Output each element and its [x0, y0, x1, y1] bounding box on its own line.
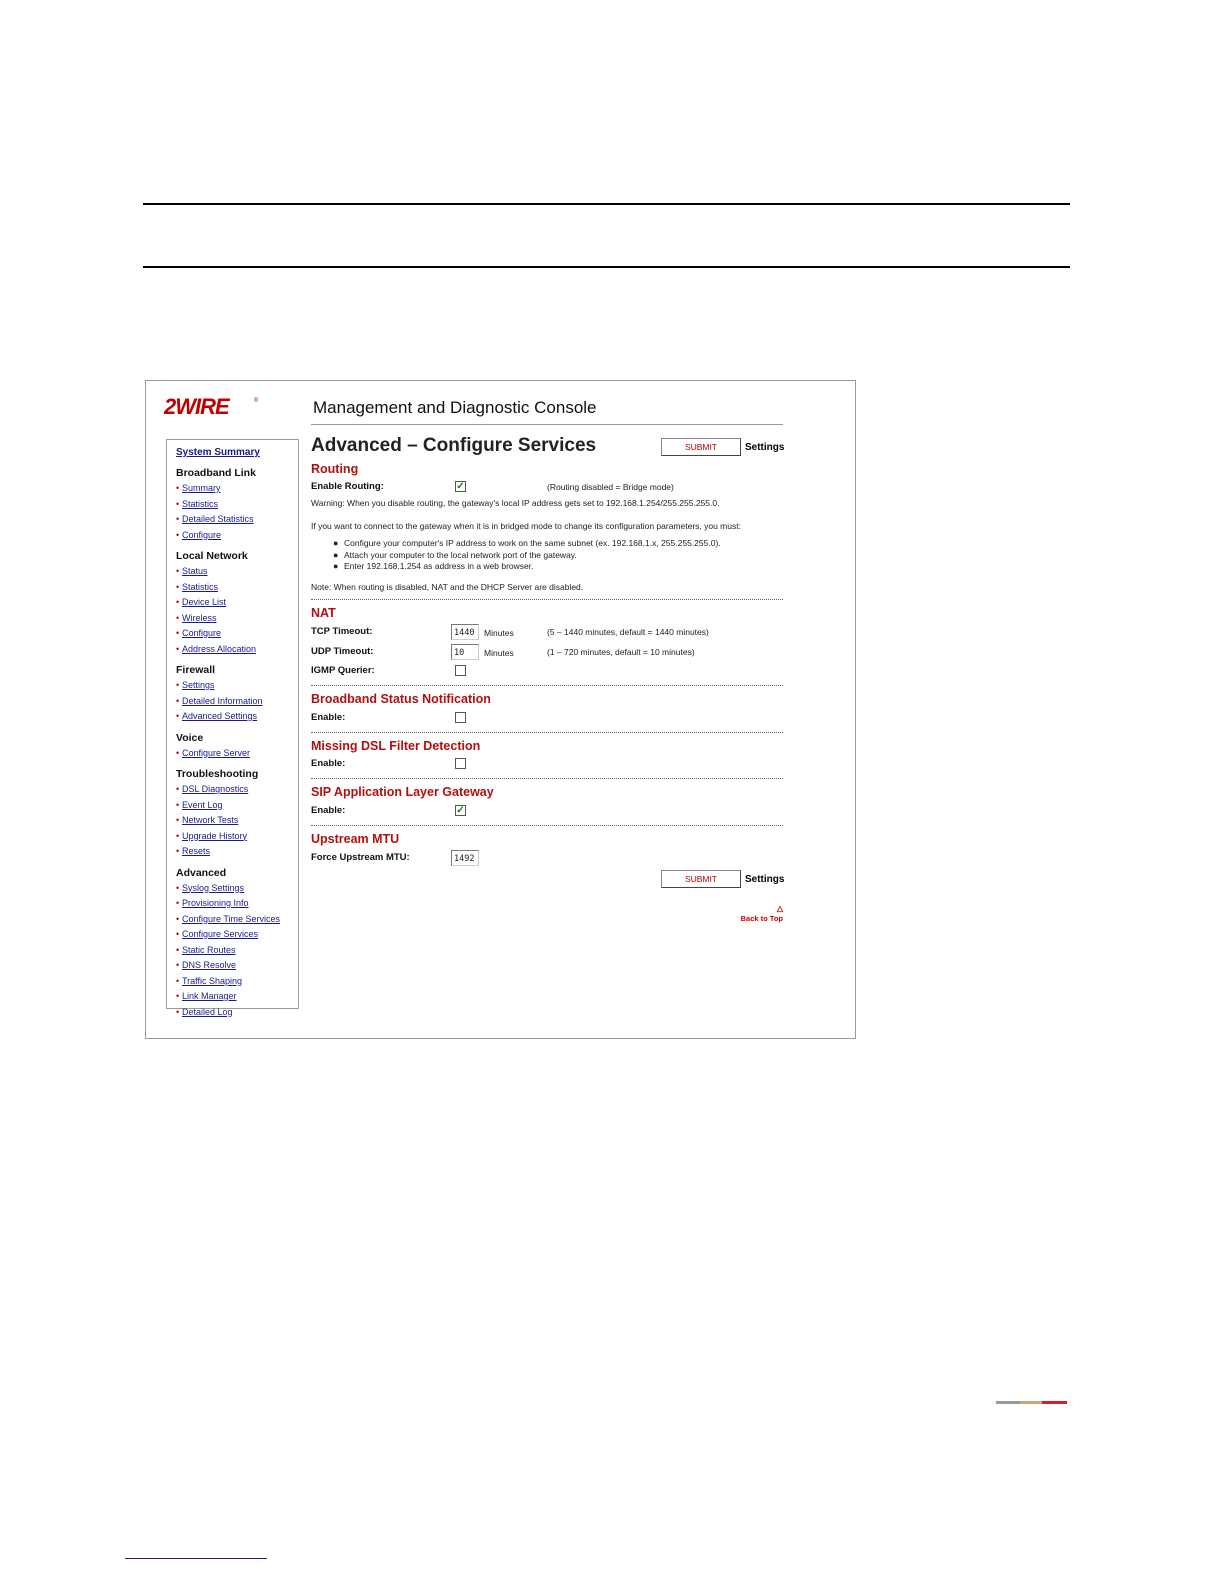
section-title-routing: Routing: [311, 462, 359, 476]
bullet-icon: •: [176, 784, 180, 794]
tcp-timeout-input[interactable]: 1440: [451, 624, 479, 640]
sidebar-item-label: Traffic Shaping: [182, 975, 243, 986]
section-title-missing-dsl: Missing DSL Filter Detection: [311, 739, 481, 753]
sidebar-item-statistics[interactable]: [176, 580, 298, 596]
document-header-rule-bottom: [143, 266, 1070, 268]
sidebar-group-heading: Broadband Link: [176, 467, 256, 479]
missing-dsl-checkbox[interactable]: [455, 758, 466, 769]
section-divider: [311, 685, 783, 686]
sidebar-item-label: Static Routes: [182, 944, 236, 955]
sidebar-item-summary[interactable]: [176, 481, 298, 497]
sidebar-group: [176, 466, 298, 543]
sidebar-item-detailed-statistics[interactable]: [176, 512, 298, 528]
tcp-timeout-label: TCP Timeout:: [311, 626, 373, 637]
sidebar-item-label: Upgrade History: [182, 830, 248, 841]
sidebar-item-configure-time-services[interactable]: [176, 912, 298, 928]
sidebar-item-label: Statistics: [182, 581, 219, 592]
sidebar-item-label: Status: [182, 566, 208, 576]
sidebar-item-label: Configure: [182, 529, 222, 540]
bullet-icon: •: [176, 747, 180, 758]
2wire-logo: [164, 395, 260, 417]
bullet-icon: •: [176, 612, 180, 623]
sidebar-item-label: Configure Services: [182, 929, 259, 939]
sidebar-item-configure[interactable]: [176, 528, 298, 544]
sidebar-item-label: Configure Time Services: [182, 913, 281, 924]
sidebar-item-status[interactable]: [176, 564, 298, 580]
routing-note: Note: When routing is disabled, NAT and the DHCP Server are disabled.: [311, 582, 584, 592]
bullet-icon: •: [176, 483, 180, 493]
back-to-top-label: Back to Top: [740, 914, 783, 923]
sidebar-item-label: Configure Server: [182, 747, 251, 758]
udp-timeout-input[interactable]: 10: [451, 644, 479, 660]
sidebar-item-wireless[interactable]: [176, 611, 298, 627]
sidebar-item-configure-services[interactable]: [176, 927, 298, 943]
bullet-icon: •: [176, 799, 180, 810]
up-arrow-icon: △: [776, 904, 783, 913]
page-title: Advanced – Configure Services: [311, 435, 597, 456]
broadband-status-enable-label: Enable:: [311, 712, 346, 723]
sidebar-item-label: DNS Resolve: [182, 960, 237, 970]
settings-label: Settings: [745, 441, 785, 453]
submit-button-top[interactable]: SUBMIT: [661, 438, 741, 456]
section-divider: [311, 825, 783, 826]
footer-color-bar-gray: [996, 1401, 1020, 1404]
bullet-icon: •: [176, 628, 180, 638]
bullet-icon: •: [176, 944, 180, 955]
console-screenshot: [145, 380, 856, 1039]
section-title-broadband-status: Broadband Status Notification: [311, 692, 491, 706]
sidebar-item-dns-resolve[interactable]: [176, 958, 298, 974]
bullet-icon: •: [176, 711, 180, 721]
sidebar-item-network-tests[interactable]: [176, 813, 298, 829]
bullet-icon: •: [176, 1006, 180, 1017]
bullet-icon: •: [176, 846, 180, 856]
bullet-icon: •: [176, 581, 180, 592]
bullet-icon: •: [176, 830, 180, 841]
list-item: ● Configure your computer's IP address to work on the same subnet (ex. 192.168.1.x, 255.255.255.0).: [333, 538, 721, 548]
section-divider: [311, 778, 783, 779]
sidebar-group-heading: Local Network: [176, 550, 248, 562]
sidebar-item-resets[interactable]: [176, 844, 298, 860]
sidebar-item-provisioning-info[interactable]: [176, 896, 298, 912]
header-divider: [311, 424, 783, 425]
bridged-mode-intro: If you want to connect to the gateway when it is in bridged mode to change its configuration parameters, you must:: [311, 521, 741, 531]
sidebar-group: [176, 767, 298, 860]
svg-text:2WIRE: 2WIRE: [164, 395, 229, 417]
document-header-rule-top: [143, 203, 1070, 205]
back-to-top-link[interactable]: [741, 904, 783, 923]
sidebar-item-dsl-diagnostics[interactable]: [176, 782, 298, 798]
footer-color-bar-tan: [1020, 1401, 1042, 1404]
list-item: ● Attach your computer to the local network port of the gateway.: [333, 549, 577, 560]
igmp-querier-label: IGMP Querier:: [311, 665, 375, 676]
sidebar-item-label: DSL Diagnostics: [182, 784, 249, 794]
sip-alg-checkbox[interactable]: ✓: [456, 805, 465, 816]
missing-dsl-enable-label: Enable:: [311, 758, 346, 769]
sidebar-group: [176, 731, 298, 762]
udp-timeout-label: UDP Timeout:: [311, 646, 374, 657]
console-title: Management and Diagnostic Console: [313, 398, 597, 417]
submit-row-bottom: [661, 870, 784, 888]
bullet-icon: •: [176, 597, 180, 607]
sidebar-item-label: Detailed Statistics: [182, 514, 254, 524]
force-upstream-mtu-input[interactable]: 1492: [451, 850, 479, 866]
sip-alg-enable-label: Enable:: [311, 805, 346, 816]
tcp-timeout-range: (5 – 1440 minutes, default = 1440 minutes): [547, 627, 709, 637]
sidebar-item-label: Network Tests: [182, 815, 239, 825]
igmp-querier-checkbox[interactable]: [455, 665, 466, 676]
sidebar-item-label: Wireless: [182, 612, 217, 623]
sidebar-group: [176, 663, 298, 725]
section-divider: [311, 599, 783, 600]
sidebar-item-label: Summary: [182, 483, 221, 493]
bullet-icon: •: [176, 960, 180, 970]
sidebar-nav: [166, 439, 299, 1017]
sidebar-item-statistics[interactable]: [176, 497, 298, 513]
sidebar-item-label: Statistics: [182, 498, 219, 509]
enable-routing-checkbox[interactable]: ✓: [456, 481, 465, 492]
sidebar-item-detailed-log[interactable]: [176, 1005, 298, 1021]
svg-text:®: ®: [254, 398, 259, 404]
sidebar-item-label: Device List: [182, 597, 227, 607]
sidebar-item-address-allocation[interactable]: [176, 642, 298, 658]
sidebar-item-link-manager[interactable]: [176, 989, 298, 1005]
bullet-icon: •: [176, 975, 180, 986]
sidebar-item-advanced-settings[interactable]: [176, 709, 298, 725]
bullet-icon: •: [176, 529, 180, 540]
bullet-icon: •: [176, 680, 180, 690]
sidebar-group-heading: Advanced: [176, 866, 227, 879]
bullet-icon: •: [176, 913, 180, 924]
sidebar-item-syslog-settings[interactable]: [176, 881, 298, 897]
bullet-icon: •: [176, 815, 180, 825]
sidebar-item-label: Address Allocation: [182, 643, 257, 654]
sidebar-item-label: Link Manager: [182, 991, 237, 1001]
bullet-icon: •: [176, 898, 180, 908]
bullet-icon: •: [176, 882, 180, 893]
sidebar-group: [176, 549, 298, 657]
bullet-icon: •: [176, 991, 180, 1001]
bridged-mode-steps: [333, 538, 721, 573]
submit-button-bottom[interactable]: SUBMIT: [661, 870, 741, 888]
force-upstream-mtu-label: Force Upstream MTU:: [311, 852, 410, 863]
broadband-status-checkbox[interactable]: [455, 712, 466, 723]
udp-timeout-range: (1 – 720 minutes, default = 10 minutes): [547, 647, 695, 657]
bullet-icon: •: [176, 514, 180, 524]
sidebar-item-label: Settings: [182, 680, 215, 690]
sidebar-item-label: Syslog Settings: [182, 882, 245, 893]
enable-routing-label: Enable Routing:: [311, 481, 384, 492]
sidebar-item-configure[interactable]: [176, 626, 298, 642]
section-title-upstream-mtu: Upstream MTU: [311, 832, 400, 846]
settings-label: Settings: [745, 873, 785, 885]
sidebar-item-static-routes[interactable]: [176, 943, 298, 959]
routing-warning: Warning: When you disable routing, the gateway's local IP address gets set to 192.168.1.254/255.255.255.0.: [311, 498, 720, 508]
sidebar-item-label: Provisioning Info: [182, 898, 249, 908]
sidebar-item-device-list[interactable]: [176, 595, 298, 611]
bullet-icon: •: [176, 566, 180, 576]
udp-timeout-unit: Minutes: [484, 648, 514, 658]
bullet-icon: •: [176, 643, 180, 654]
footer-color-bar-red: [1042, 1401, 1067, 1404]
bullet-icon: •: [176, 929, 180, 939]
sidebar-item-label: Advanced Settings: [182, 711, 258, 721]
sidebar-group-heading: Troubleshooting: [176, 768, 259, 780]
bullet-icon: •: [176, 695, 180, 706]
routing-mode-note: (Routing disabled = Bridge mode): [547, 482, 674, 492]
section-title-sip-alg: SIP Application Layer Gateway: [311, 785, 494, 799]
sidebar-group: [176, 866, 298, 1021]
sidebar-group-heading: Firewall: [176, 664, 216, 676]
sidebar-item-event-log[interactable]: [176, 798, 298, 814]
sidebar-item-detailed-information[interactable]: [176, 694, 298, 710]
list-item: ● Enter 192.168.1.254 as address in a web browser.: [333, 561, 534, 571]
sidebar-item-label: Detailed Log: [182, 1006, 233, 1017]
sidebar-item-configure-server[interactable]: [176, 746, 298, 762]
sidebar-item-upgrade-history[interactable]: [176, 829, 298, 845]
submit-row-top: [661, 438, 784, 456]
sidebar-item-label: Resets: [182, 846, 211, 856]
tcp-timeout-unit: Minutes: [484, 628, 514, 638]
section-divider: [311, 732, 783, 733]
sidebar-group-heading: Voice: [176, 731, 204, 744]
sidebar-item-label: Detailed Information: [182, 695, 263, 706]
footer-link-underline: [125, 1558, 267, 1559]
bullet-icon: •: [176, 498, 180, 509]
sidebar-item-label: Event Log: [182, 799, 223, 810]
sidebar-item-label: Configure: [182, 628, 222, 638]
sidebar-item-settings[interactable]: [176, 678, 298, 694]
sidebar-link-system-summary[interactable]: System Summary: [176, 447, 260, 458]
section-title-nat: NAT: [311, 606, 336, 620]
sidebar-item-traffic-shaping[interactable]: [176, 974, 298, 990]
